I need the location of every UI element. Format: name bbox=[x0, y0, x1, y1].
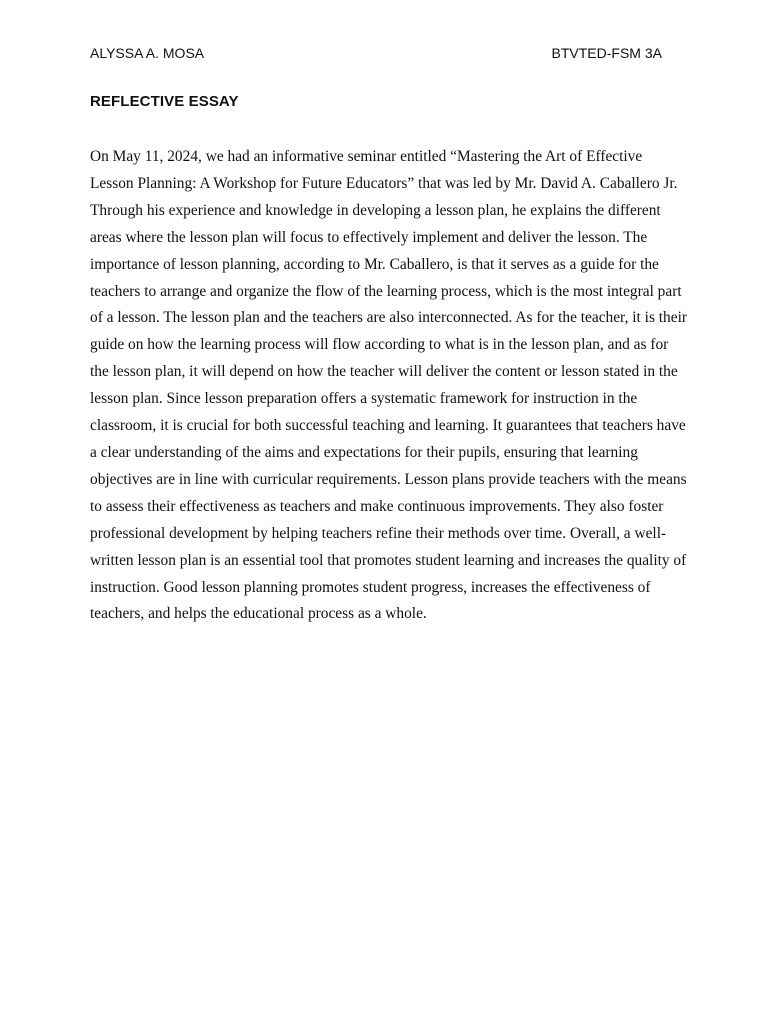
essay-line: Through his experience and knowledge in developing a lesson plan, he explains the different bbox=[90, 201, 661, 219]
essay-line: Lesson Planning: A Workshop for Future Educators” that was led by Mr. David A. Caballero Jr. bbox=[90, 174, 678, 192]
course-section: BTVTED-FSM 3A bbox=[551, 45, 662, 61]
essay-line: guide on how the learning process will flow according to what is in the lesson plan, and as for bbox=[90, 336, 669, 354]
essay-line: to assess their effectiveness as teachers and make continuous improvements. They also foster bbox=[90, 497, 664, 515]
essay-line: professional development by helping teachers refine their methods over time. Overall, a well- bbox=[90, 524, 667, 542]
essay-body bbox=[90, 144, 687, 628]
essay-line: areas where the lesson plan will focus to effectively implement and deliver the lesson. The bbox=[90, 228, 648, 246]
essay-line: teachers to arrange and organize the flow of the learning process, which is the most integral part bbox=[90, 282, 682, 300]
essay-line: classroom, it is crucial for both successful teaching and learning. It guarantees that teachers have bbox=[90, 417, 686, 435]
essay-line: a clear understanding of the aims and expectations for their pupils, ensuring that learning bbox=[90, 443, 638, 461]
essay-line: written lesson plan is an essential tool that promotes student learning and increases the quality of bbox=[90, 551, 687, 569]
essay-line: objectives are in line with curricular requirements. Lesson plans provide teachers with the means bbox=[90, 470, 687, 488]
essay-line: the lesson plan, it will depend on how the teacher will deliver the content or lesson stated in the bbox=[90, 363, 678, 381]
essay-title: REFLECTIVE ESSAY bbox=[90, 93, 239, 110]
essay-line: importance of lesson planning, according to Mr. Caballero, is that it serves as a guide for the bbox=[90, 255, 659, 273]
essay-line: lesson plan. Since lesson preparation offers a systematic framework for instruction in the bbox=[90, 390, 638, 408]
essay-line: On May 11, 2024, we had an informative seminar entitled “Mastering the Art of Effective bbox=[90, 148, 643, 165]
document-header bbox=[90, 45, 662, 65]
author-name: ALYSSA A. MOSA bbox=[90, 45, 205, 61]
essay-line: teachers, and helps the educational process as a whole. bbox=[90, 605, 427, 623]
essay-line: instruction. Good lesson planning promotes student progress, increases the effectiveness of bbox=[90, 578, 651, 596]
essay-line: of a lesson. The lesson plan and the teachers are also interconnected. As for the teacher, it is their bbox=[90, 309, 687, 327]
